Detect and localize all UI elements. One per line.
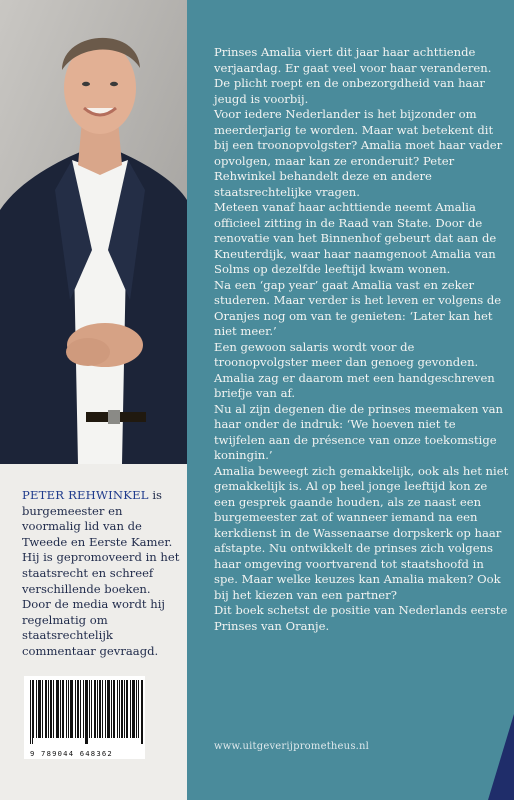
barcode-bar	[126, 680, 127, 738]
barcode-bar	[45, 680, 46, 738]
author-bio	[22, 488, 182, 660]
barcode-bar	[121, 680, 122, 738]
barcode-bar	[60, 680, 61, 738]
barcode-bar	[71, 680, 72, 738]
barcode-bar	[102, 680, 103, 738]
barcode-bar	[100, 680, 101, 738]
barcode-bar	[56, 680, 57, 738]
barcode-bar	[87, 680, 88, 744]
barcode-bar	[138, 680, 139, 738]
barcode-bar	[70, 680, 71, 738]
barcode-bar	[78, 680, 79, 738]
author-photo	[0, 0, 187, 464]
barcode-bar	[134, 680, 135, 738]
back-cover-panel	[187, 0, 514, 800]
barcode-bar	[105, 680, 106, 738]
blurb-paragraph: Na een ‘gap year’ gaat Amalia vast en zeker studeren. Maar verder is het leven er volgens de Oranjes nog om van te genieten: ‘Later kan het niet meer.’	[214, 277, 502, 338]
barcode-bar	[40, 680, 41, 738]
barcode-bar	[119, 680, 120, 738]
blurb-text	[214, 45, 510, 634]
barcode-bar	[80, 680, 81, 738]
blurb-paragraph: Dit boek schetst de positie van Nederlands eerste Prinses van Oranje.	[214, 603, 508, 633]
barcode-bar	[38, 680, 39, 738]
barcode-bar	[62, 680, 63, 738]
barcode-bar	[48, 680, 49, 738]
barcode-bar	[58, 680, 59, 738]
barcode-bar	[99, 680, 100, 738]
barcode-bar	[86, 680, 87, 744]
barcode-bar	[114, 680, 115, 738]
barcode-bar	[109, 680, 110, 738]
barcode-bar	[108, 680, 109, 738]
barcode-bar	[141, 680, 142, 744]
corner-triangle	[488, 714, 514, 800]
barcode-bar	[51, 680, 52, 738]
barcode-bar	[33, 680, 34, 738]
left-column	[0, 0, 187, 800]
barcode-bar	[130, 680, 131, 738]
barcode-bar	[111, 680, 112, 738]
barcode-bar	[107, 680, 108, 738]
author-portrait-image	[0, 0, 187, 464]
barcode-bar	[124, 680, 125, 738]
barcode-bar	[117, 680, 118, 738]
barcode-bar	[97, 680, 98, 738]
barcode-bar	[89, 680, 90, 738]
publisher-website: www.uitgeverijprometheus.nl	[214, 741, 370, 752]
blurb-paragraph: Nu al zijn degenen die de prinses meemaken van haar onder de indruk: ‘We hoeven niet te twijfelen aan de présence van onze toekomstige koningin.’	[214, 401, 504, 462]
barcode-bar	[127, 680, 128, 738]
barcode-bar	[113, 680, 114, 738]
barcode-bar	[75, 680, 76, 738]
blurb-paragraph: Voor iedere Nederlander is het bijzonder om meerderjarig te worden. Maar wat betekent dit bij een troonopvolgster? Amalia moet haar vader opvolgen, maar kan ze eronderuit? Peter Rehwinkel behandelt deze en andere staatsrechtelijke vragen.	[214, 107, 503, 199]
barcode-bar	[66, 680, 67, 738]
barcode-bar	[133, 680, 134, 738]
barcode-bar	[72, 680, 73, 738]
barcode-bar	[57, 680, 58, 738]
barcode-bar	[32, 680, 33, 744]
blurb-paragraph: Amalia beweegt zich gemakkelijk, ook als het niet gemakkelijk is. Al op heel jonge leeftijd kon ze een gesprek gaande houden, als ze naast een burgemeester zat of wanneer iemand na een kerkdienst in de Wassenaarse dorpskerk op haar afstapte. Nu ontwikkelt de prinses zich volgens haar omgeving voortvarend tot staatshoofd in spe. Maar welke keuzes kan Amalia maken? Ook bij het kiezen van een partner?	[214, 463, 509, 602]
barcode-bar	[142, 680, 143, 744]
barcode-bar	[94, 680, 95, 738]
blurb-paragraph: Meteen vanaf haar achttiende neemt Amalia officieel zitting in de Raad van State. Door de renovatie van het Binnenhof gebeurt dat aan de Kneuterdijk, waar haar naamgenoot Amalia van Solms op dezelfde leeftijd kwam wonen.	[214, 200, 497, 276]
barcode-bar	[95, 680, 96, 738]
author-bio-text: is burgemeester en voormalig lid van de Tweede en Eerste Kamer. Hij is gepromoveerd in het staatsrecht en schreef verschillende boeken. Door de media wordt hij regelmatig om staatsrechtelijk commentaar gevraagd.	[22, 488, 180, 658]
barcode-bar	[136, 680, 137, 738]
blurb-paragraph: Prinses Amalia viert dit jaar haar achttiende verjaardag. Er gaat veel voor haar veranderen. De plicht roept en de onbezorgdheid van haar jeugd is voorbij.	[214, 45, 492, 106]
barcode-bars	[24, 676, 145, 748]
barcode-bar	[53, 680, 54, 738]
barcode-bar	[77, 680, 78, 738]
barcode-bar	[42, 680, 43, 738]
barcode-bar	[91, 680, 92, 738]
barcode-bar	[122, 680, 123, 738]
barcode-bar	[85, 680, 86, 744]
barcode-bar	[63, 680, 64, 738]
barcode-bar	[30, 680, 31, 744]
blurb-paragraph: Een gewoon salaris wordt voor de troonopvolgster meer dan genoeg gevonden. Amalia zag er daarom met een handgeschreven briefje van af.	[214, 339, 495, 400]
isbn-barcode	[24, 676, 145, 759]
barcode-bar	[46, 680, 47, 738]
barcode-bar	[132, 680, 133, 738]
barcode-bar	[83, 680, 84, 738]
barcode-bar	[50, 680, 51, 738]
author-name: PETER REHWINKEL	[22, 488, 149, 502]
barcode-bar	[36, 680, 37, 738]
isbn-number: 9 789044 648362	[30, 749, 113, 758]
barcode-bar	[68, 680, 69, 738]
barcode-bar	[39, 680, 40, 738]
